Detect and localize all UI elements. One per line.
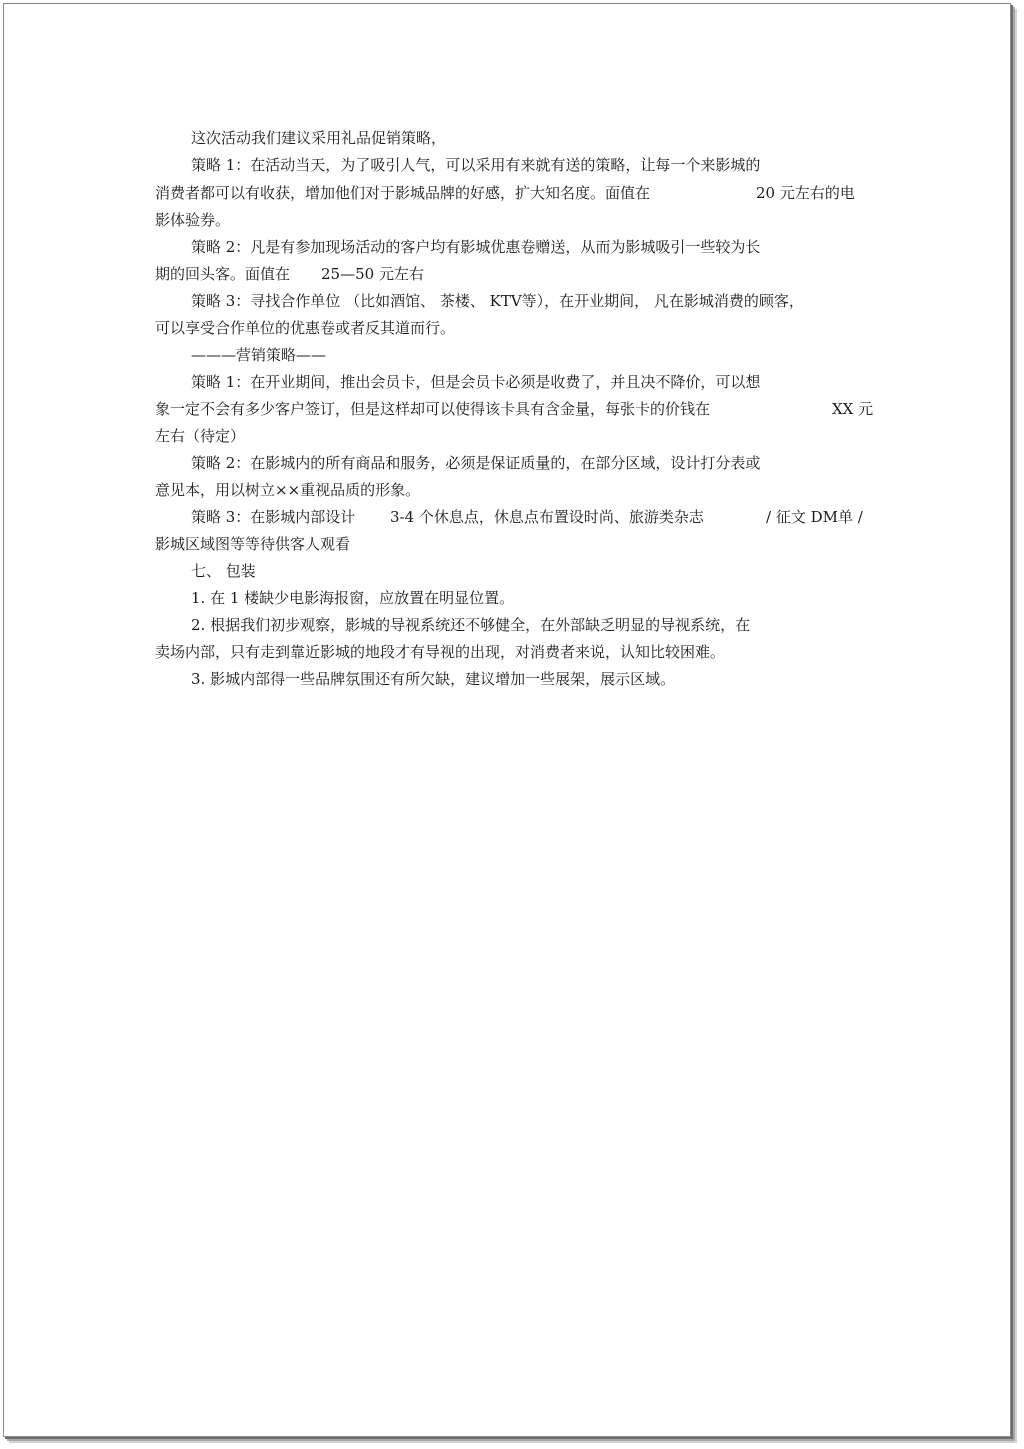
packaging-item-1: 1. 在 1 楼缺少电影海报窗，应放置在明显位置。 [191, 589, 515, 607]
marketing-strategy-1-cont-b: XX 元 [832, 400, 874, 418]
strategy-1-line-cont-a: 消费者都可以有收获，增加他们对于影城品牌的好感，扩大知名度。面值在 [155, 184, 651, 202]
marketing-strategy-3-line-b: 3-4 个休息点，休息点布置设时尚、旅游类杂志 [390, 508, 704, 526]
packaging-item-2-cont: 卖场内部，只有走到靠近影城的地段才有导视的出现，对消费者来说，认知比较困难。 [155, 643, 726, 661]
marketing-strategy-2-cont: 意见本，用以树立××重视品质的形象。 [155, 481, 421, 499]
section-heading-packaging: 七、 包装 [191, 562, 256, 580]
strategy-1-line: 策略 1：在活动当天，为了吸引人气，可以采用有来就有送的策略，让每一个来影城的 [191, 156, 761, 174]
marketing-strategy-1-cont-a: 象一定不会有多少客户签订，但是这样却可以使得该卡具有含金量，每张卡的价钱在 [155, 400, 711, 418]
strategy-2-line-cont-a: 期的回头客。面值在 [155, 265, 291, 283]
marketing-strategy-1-line: 策略 1：在开业期间，推出会员卡，但是会员卡必须是收费了，并且决不降价，可以想 [191, 373, 761, 391]
strategy-3-line-cont: 可以享受合作单位的优惠卷或者反其道而行。 [155, 319, 456, 337]
strategy-2-line: 策略 2：凡是有参加现场活动的客户均有影城优惠卷赠送，从而为影城吸引一些较为长 [191, 238, 761, 256]
marketing-strategy-3-cont: 影城区域图等等待供客人观看 [155, 535, 351, 553]
intro-line: 这次活动我们建议采用礼品促销策略， [191, 129, 447, 147]
marketing-strategy-1-end: 左右（待定） [155, 427, 246, 445]
marketing-strategy-3-line-c: / 征文 DM单 / [766, 508, 863, 526]
strategy-1-line-cont-b: 20 元左右的电 [756, 184, 855, 202]
marketing-strategy-2-line: 策略 2：在影城内的所有商品和服务，必须是保证质量的，在部分区域，设计打分表或 [191, 454, 761, 472]
strategy-2-line-cont-b: 25—50 元左右 [321, 265, 424, 283]
packaging-item-3: 3. 影城内部得一些品牌氛围还有所欠缺，建议增加一些展架，展示区域。 [191, 670, 676, 688]
packaging-item-2: 2. 根据我们初步观察，影城的导视系统还不够健全，在外部缺乏明显的导视系统，在 [191, 616, 751, 634]
section-heading-marketing: ———营销策略—— [191, 346, 327, 364]
marketing-strategy-3-line-a: 策略 3：在影城内部设计 [191, 508, 356, 526]
strategy-1-line-end: 影体验券。 [155, 211, 231, 229]
strategy-3-line: 策略 3：寻找合作单位 （比如酒馆、 茶楼、 KTV等），在开业期间， 凡在影城消费的顾客， [191, 292, 804, 310]
